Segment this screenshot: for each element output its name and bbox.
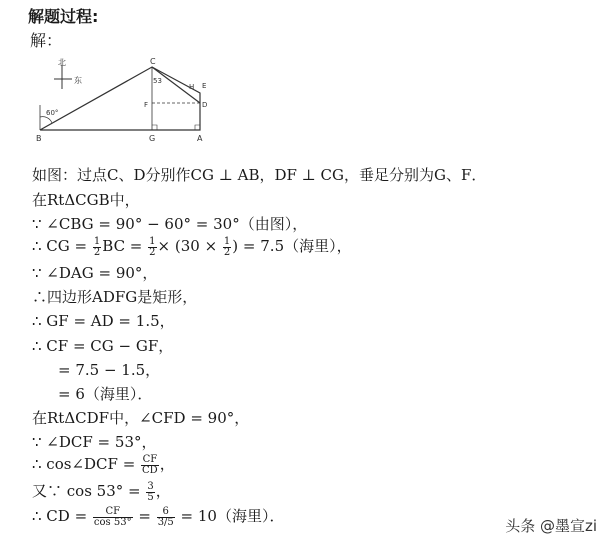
frac-half-1	[93, 237, 101, 258]
frac-half-2-den: 2	[149, 246, 156, 258]
line-11: 在RtΔCDF中，∠CFD = 90°，	[32, 409, 250, 427]
line-9: = 7.5 − 1.5，	[58, 361, 161, 379]
line-13	[32, 453, 175, 476]
frac-half-3	[223, 237, 231, 258]
fig-label-53: 53	[153, 77, 162, 85]
watermark: 头条 @墨宣zi	[505, 517, 597, 535]
fig-label-f: F	[144, 101, 149, 109]
frac-cf-cd	[141, 455, 159, 476]
fig-north: 北	[58, 58, 66, 67]
geometry-figure	[32, 55, 232, 155]
fig-label-d: D	[202, 101, 208, 109]
frac-6-3-5	[157, 507, 175, 528]
frac-3-5	[146, 482, 154, 503]
fig-label-g: G	[149, 134, 156, 143]
line-4-a: ∴ CG =	[32, 237, 92, 255]
fig-label-h: H	[189, 83, 195, 91]
line-4-b: BC =	[102, 237, 148, 255]
line-13-a: ∴ cos∠DCF =	[32, 455, 141, 473]
line-15-a: ∴ CD =	[32, 507, 92, 525]
frac-half-3-num: 1	[223, 235, 231, 247]
line-7: ∴ GF = AD = 1.5，	[32, 312, 175, 330]
frac-cf-cos53	[93, 507, 133, 528]
line-10: = 6（海里）．	[58, 385, 153, 403]
fig-label-a: A	[197, 134, 203, 143]
line-14-b: ，	[155, 482, 171, 500]
frac-half-3-den: 2	[223, 246, 231, 258]
line-14	[32, 480, 171, 503]
line-4-c: × (30 ×	[157, 237, 222, 255]
frac-3-5-den: 3/5	[157, 516, 174, 528]
line-4	[32, 235, 352, 258]
line-15-c: = 10（海里）．	[175, 507, 285, 525]
line-6: ∴四边形ADFG是矩形，	[32, 288, 198, 306]
line-1: 如图：过点C、D分别作CG ⊥ AB，DF ⊥ CG，垂足分别为G、F．	[32, 166, 487, 184]
fig-east: 东	[74, 76, 82, 85]
frac-5: 5	[147, 491, 154, 503]
frac-half-1-num: 1	[93, 235, 101, 247]
frac-half-1-den: 2	[93, 246, 101, 258]
fig-label-e: E	[202, 82, 207, 90]
line-4-d: ) = 7.5（海里），	[232, 237, 352, 255]
solution-label: 解：	[30, 31, 63, 50]
fig-label-60: 60°	[46, 109, 59, 117]
frac-3: 3	[147, 480, 154, 492]
frac-cf: CF	[142, 453, 158, 465]
line-8: ∴ CF = CG − GF，	[32, 337, 174, 355]
section-title: 解题过程:	[28, 7, 99, 26]
line-3: ∵ ∠CBG = 90° − 60° = 30°（由图），	[32, 215, 308, 233]
line-2: 在RtΔCGB中，	[32, 191, 140, 209]
frac-cos53: cos 53°	[93, 516, 132, 528]
line-12: ∵ ∠DCF = 53°，	[32, 433, 157, 451]
frac-cd: CD	[142, 464, 158, 476]
frac-half-2	[148, 237, 156, 258]
frac-6: 6	[157, 507, 175, 518]
line-13-b: ，	[159, 455, 175, 473]
line-5: ∵ ∠DAG = 90°，	[32, 264, 158, 282]
fig-label-b: B	[36, 134, 42, 143]
fig-label-c: C	[150, 57, 156, 66]
frac-cf-2: CF	[93, 507, 133, 518]
line-15-b: =	[133, 507, 156, 525]
line-14-a: 又∵ cos 53° =	[32, 482, 146, 500]
frac-half-2-num: 1	[149, 235, 156, 247]
line-15	[32, 505, 284, 528]
